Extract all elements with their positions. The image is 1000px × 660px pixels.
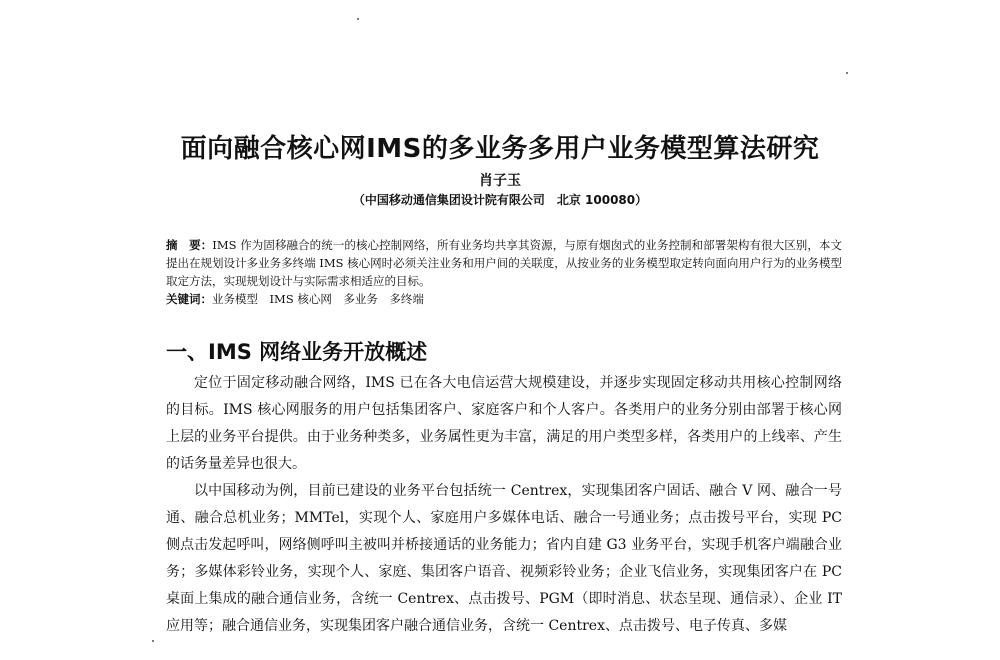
- scan-speck: [357, 18, 359, 20]
- keywords: [166, 290, 842, 308]
- paragraph: 以中国移动为例，目前已建设的业务平台包括统一 Centrex，实现集团客户固话、融合 V 网、融合一号通、融合总机业务；MMTel，实现个人、家庭用户多媒体电话、融合一号通业务；点击拨号平台，实现 PC 侧点击发起呼叫，网络侧呼叫主被叫并桥接通话的业务能力；省内自建 G3 业务平台，实现手机客户端融合业务；多媒体彩铃业务，实现个人、家庭、集团客户语音、视频彩铃业务；企业飞信业务，实现集团客户在 PC 桌面上集成的融合通信业务，含统一 Centrex、点击拨号、PGM（即时消息、状态呈现、通信录）、企业 IT 应用等；融合通信业务，实现集团客户融合通信业务，含统一 Centrex、点击拨号、电子传真、多媒: [166, 483, 842, 634]
- keywords-text: 业务模型 IMS 核心网 多业务 多终端: [212, 292, 424, 306]
- scan-speck: [846, 72, 848, 74]
- abstract: [166, 236, 842, 290]
- abstract-text: IMS 作为固移融合的统一的核心控制网络，所有业务均共享其资源，与原有烟囱式的业务控制和部署架构有很大区别，本文提出在规划设计多业务多终端 IMS 核心网时必须关注业务和用户间的关联度，从按业务的业务模型取定转向面向用户行为的业务模型取定方法，实现规划设计与实际需求相适应的目标。: [166, 238, 842, 288]
- abstract-label: 摘 要：: [166, 238, 213, 252]
- author-affiliation: （中国移动通信集团设计院有限公司 北京 100080）: [352, 193, 648, 207]
- paragraph: 定位于固定移动融合网络，IMS 已在各大电信运营大规模建设，并逐步实现固定移动共用核心控制网络的目标。IMS 核心网服务的用户包括集团客户、家庭客户和个人客户。各类用户的业务分别由部署于核心网上层的业务平台提供。由于业务种类多，业务属性更为丰富，满足的用户类型多样，各类用户的上线率、产生的话务量差异也很大。: [166, 375, 842, 472]
- paper-title: 面向融合核心网IMS的多业务多用户业务模型算法研究: [180, 134, 820, 164]
- body-text: [166, 370, 842, 640]
- section-heading: 一、IMS 网络业务开放概述: [166, 340, 428, 364]
- abstract-block: [166, 236, 842, 308]
- keywords-label: 关键词：: [166, 292, 212, 306]
- author-name: 肖子玉: [479, 173, 521, 189]
- scan-speck: [152, 640, 154, 642]
